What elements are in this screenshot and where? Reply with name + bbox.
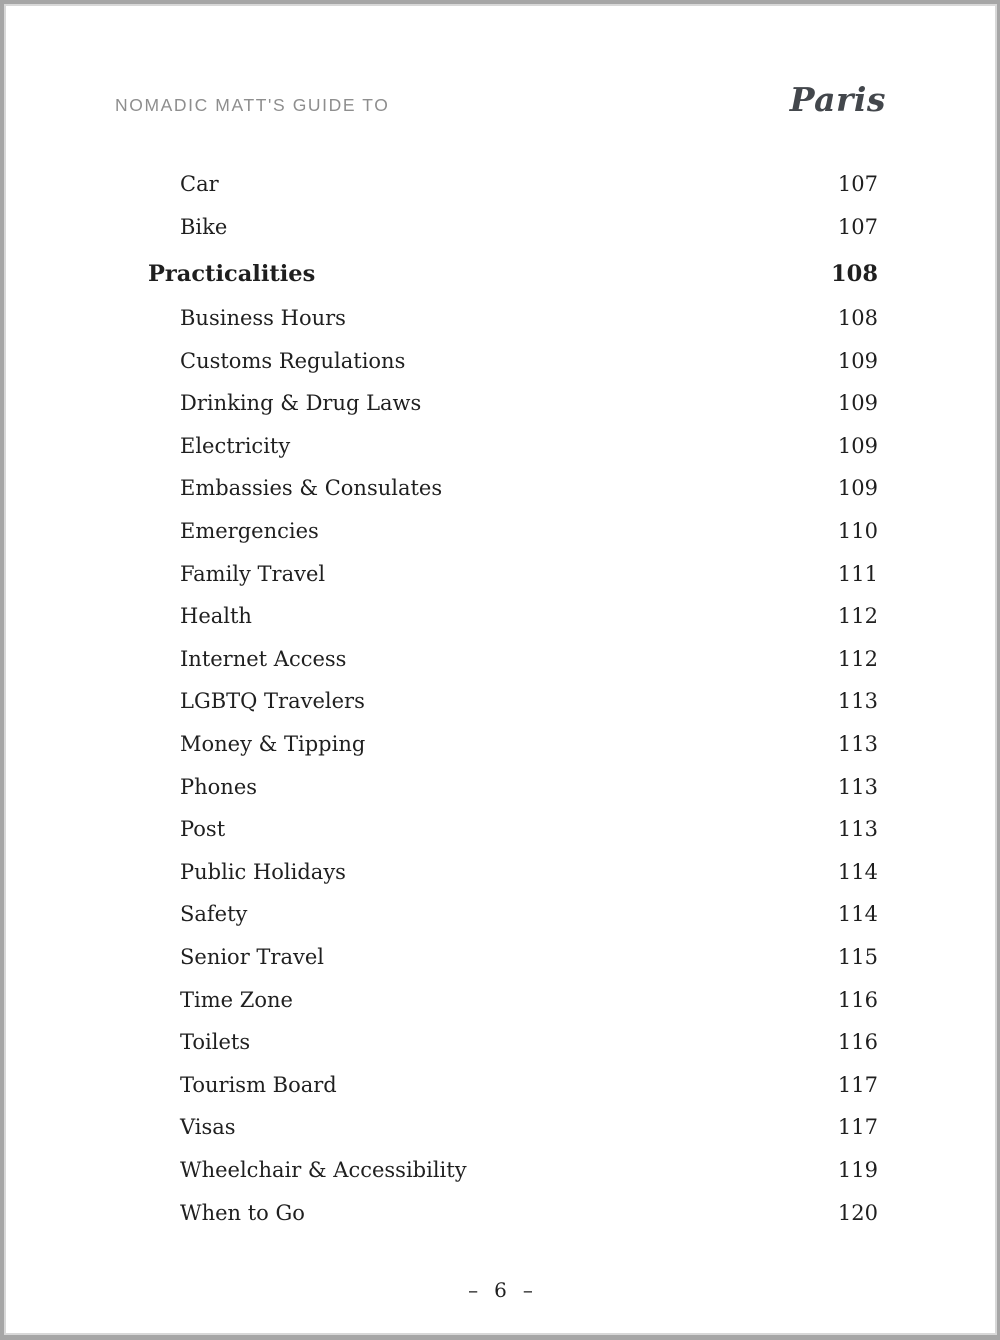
toc-entry-page: 113 [837, 689, 878, 714]
toc-entry-practicalities[interactable] [148, 253, 878, 296]
toc-entry-business-hours[interactable] [148, 297, 878, 340]
book-title: Paris [789, 80, 886, 119]
footer-left-dash: – [468, 1278, 479, 1302]
toc-entry-health[interactable] [148, 595, 878, 638]
toc-entry-page: 108 [831, 261, 878, 288]
toc-entry-page: 115 [837, 944, 878, 969]
toc-entry-page: 113 [837, 817, 878, 842]
toc-entry-page: 114 [837, 859, 878, 884]
toc-entry-label: Customs Regulations [180, 348, 406, 373]
toc-entry-public-holidays[interactable] [148, 851, 878, 894]
toc-entry-label: Car [180, 172, 219, 197]
toc-entry-page: 111 [837, 561, 878, 586]
toc-entry-label: Emergencies [180, 519, 319, 544]
toc-entry-customs-regulations[interactable] [148, 339, 878, 382]
toc-entry-label: Electricity [180, 433, 291, 458]
toc-entry-label: Health [180, 604, 252, 629]
series-title: NOMADIC MATT'S GUIDE TO [115, 95, 390, 115]
toc-entry-page: 107 [837, 214, 878, 239]
toc-entry-label: Senior Travel [180, 944, 324, 969]
toc-entry-label: Money & Tipping [180, 732, 366, 757]
toc-entry-page: 107 [837, 172, 878, 197]
toc-entry-label: Business Hours [180, 306, 346, 331]
toc-entry-page: 116 [837, 987, 878, 1012]
toc-entry-label: Safety [180, 902, 248, 927]
toc-entry-label: Visas [180, 1115, 236, 1140]
toc-entry-toilets[interactable] [148, 1021, 878, 1064]
toc-entry-label: Time Zone [180, 987, 293, 1012]
toc-entry-page: 108 [837, 306, 878, 331]
toc-entry-page: 112 [837, 604, 878, 629]
toc-entry-visas[interactable] [148, 1106, 878, 1149]
toc-entry-page: 112 [837, 646, 878, 671]
toc-entry-page: 113 [837, 774, 878, 799]
toc-entry-page: 109 [837, 391, 878, 416]
toc-entry-money-tipping[interactable] [148, 723, 878, 766]
toc-entry-tourism-board[interactable] [148, 1063, 878, 1106]
page-footer [4, 1278, 997, 1302]
toc-entry-label: Phones [180, 774, 258, 799]
toc-entry-label: Public Holidays [180, 859, 346, 884]
toc-entry-label: Internet Access [180, 646, 347, 671]
toc-entry-emergencies[interactable] [148, 510, 878, 553]
toc-entry-safety[interactable] [148, 893, 878, 936]
toc-entry-internet-access[interactable] [148, 638, 878, 681]
footer-right-dash: – [522, 1278, 533, 1302]
toc-entry-page: 117 [837, 1115, 878, 1140]
toc-entry-label: Practicalities [148, 261, 316, 288]
toc-entry-post[interactable] [148, 808, 878, 851]
toc-entry-lgbtq-travelers[interactable] [148, 680, 878, 723]
toc-entry-label: When to Go [180, 1200, 305, 1225]
toc-entry-embassies-consulates[interactable] [148, 467, 878, 510]
toc-entry-label: Wheelchair & Accessibility [180, 1157, 467, 1182]
toc-entry-page: 116 [837, 1030, 878, 1055]
toc-entry-label: Toilets [180, 1030, 251, 1055]
toc-entry-page: 110 [837, 519, 878, 544]
toc-entry-car[interactable] [148, 163, 878, 206]
toc-entry-label: Embassies & Consulates [180, 476, 443, 501]
toc-entry-when-to-go[interactable] [148, 1191, 878, 1234]
toc-entry-page: 119 [837, 1157, 878, 1182]
toc-entry-label: LGBTQ Travelers [180, 689, 365, 714]
toc-entry-wheelchair-accessibility[interactable] [148, 1149, 878, 1192]
page-header [115, 80, 886, 119]
toc-entry-page: 109 [837, 476, 878, 501]
toc-entry-page: 109 [837, 433, 878, 458]
toc-entry-bike[interactable] [148, 206, 878, 249]
toc-entry-page: 109 [837, 348, 878, 373]
toc-entry-page: 120 [837, 1200, 878, 1225]
toc-entry-time-zone[interactable] [148, 978, 878, 1021]
toc-entry-label: Tourism Board [180, 1072, 337, 1097]
toc-entry-page: 113 [837, 732, 878, 757]
toc-entry-page: 114 [837, 902, 878, 927]
toc-entry-senior-travel[interactable] [148, 936, 878, 979]
toc-entry-label: Drinking & Drug Laws [180, 391, 422, 416]
toc-list [148, 163, 878, 1234]
toc-entry-label: Post [180, 817, 226, 842]
toc-entry-label: Family Travel [180, 561, 326, 586]
toc-entry-drinking-drug-laws[interactable] [148, 382, 878, 425]
page-number: 6 [494, 1278, 507, 1302]
toc-entry-label: Bike [180, 214, 228, 239]
toc-entry-page: 117 [837, 1072, 878, 1097]
toc-entry-electricity[interactable] [148, 425, 878, 468]
toc-entry-family-travel[interactable] [148, 552, 878, 595]
toc-entry-phones[interactable] [148, 765, 878, 808]
